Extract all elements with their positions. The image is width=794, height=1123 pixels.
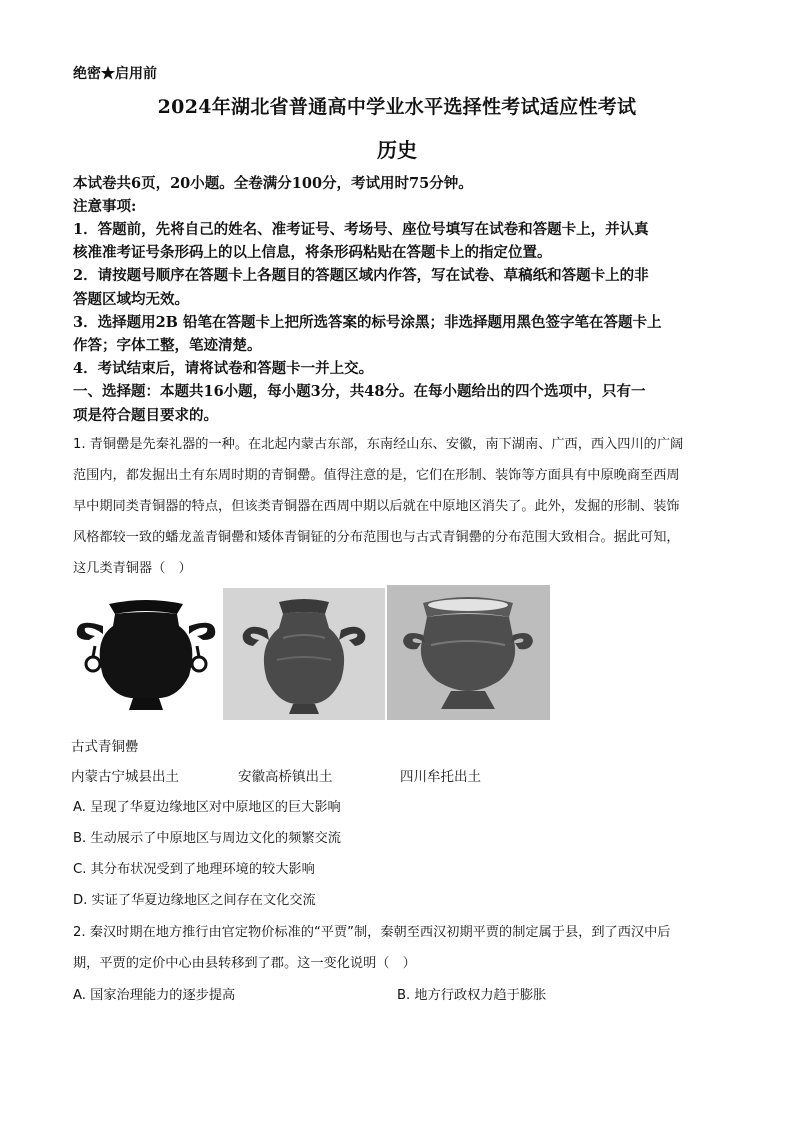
option-d: D. 实证了华夏边缘地区之间存在文化交流: [73, 893, 316, 908]
notes-heading: 注意事项:: [73, 198, 137, 215]
image-label-mutuo: 四川牟托出土: [400, 769, 481, 785]
note-line: 3．选择题用2B 铅笔在答题卡上把所选答案的标号涂黑；非选择题用黑色签字笔在答题卡上: [73, 314, 662, 331]
option-c: C. 其分布状况受到了地理环境的较大影响: [73, 862, 315, 877]
exam-summary: 本试卷共6页，20小题。全卷满分100分，考试用时75分钟。: [73, 175, 473, 192]
question-stem-line: 风格都较一致的蟠龙盖青铜罍和矮体青铜钲的分布范围也与古式青铜罍的分布范围大致相合。据此可知，: [73, 530, 680, 545]
question-stem-line: 1. 青铜罍是先秦礼器的一种。在北起内蒙古东部，东南经山东、安徽，南下湖南、广西，西入四川的广阔: [73, 437, 684, 452]
question-stem-line: 期，平贾的定价中心由县转移到了郡。这一变化说明（ ）: [73, 956, 416, 971]
section-heading-cont: 项是符合题目要求的。: [73, 407, 218, 424]
bronze-vessel-photo-ningcheng: [71, 588, 221, 720]
figure-caption: 古式青铜罍: [71, 739, 139, 755]
confidential-label: 绝密★启用前: [73, 66, 157, 82]
note-line: 2．请按题号顺序在答题卡上各题目的答题区域内作答，写在试卷、草稿纸和答题卡上的非: [73, 267, 649, 284]
note-line: 答题区域均无效。: [73, 291, 189, 308]
note-line: 4．考试结束后，请将试卷和答题卡一并上交。: [73, 360, 374, 377]
subject-title: 历史: [377, 138, 417, 162]
exam-title: 2024年湖北省普通高中学业水平选择性考试适应性考试: [157, 96, 637, 118]
note-line: 1．答题前，先将自己的姓名、准考证号、考场号、座位号填写在试卷和答题卡上，并认真: [73, 221, 649, 238]
image-label-ningcheng: 内蒙古宁城县出土: [71, 769, 179, 785]
bronze-vessel-photo-mutuo: [387, 585, 550, 720]
bronze-vessel-photo-gaoqiao: [223, 588, 385, 720]
option-a: A. 国家治理能力的逐步提高: [73, 988, 236, 1003]
option-b: B. 生动展示了中原地区与周边文化的频繁交流: [73, 831, 341, 846]
option-b: B. 地方行政权力趋于膨胀: [397, 988, 547, 1003]
section-heading: 一、选择题：本题共16小题，每小题3分，共48分。在每小题给出的四个选项中，只有一: [73, 383, 646, 400]
question-stem-line: 早中期同类青铜器的特点，但该类青铜器在西周中期以后就在中原地区消失了。此外，发掘的形制、装饰: [73, 499, 680, 514]
image-label-gaoqiao: 安徽高桥镇出土: [238, 769, 333, 785]
note-line: 作答；字体工整，笔迹清楚。: [73, 337, 262, 354]
question-stem-line: 这几类青铜器（ ）: [73, 561, 192, 576]
question-stem-line: 2. 秦汉时期在地方推行由官定物价标准的“平贾”制，秦朝至西汉初期平贾的制定属于县，到了西汉中后: [73, 925, 671, 940]
question-stem-line: 范围内，都发掘出土有东周时期的青铜罍。值得注意的是，它们在形制、装饰等方面具有中原晚商至西周: [73, 468, 680, 483]
note-line: 核准准考证号条形码上的以上信息，将条形码粘贴在答题卡上的指定位置。: [73, 244, 552, 261]
option-a: A. 呈现了华夏边缘地区对中原地区的巨大影响: [73, 800, 341, 815]
